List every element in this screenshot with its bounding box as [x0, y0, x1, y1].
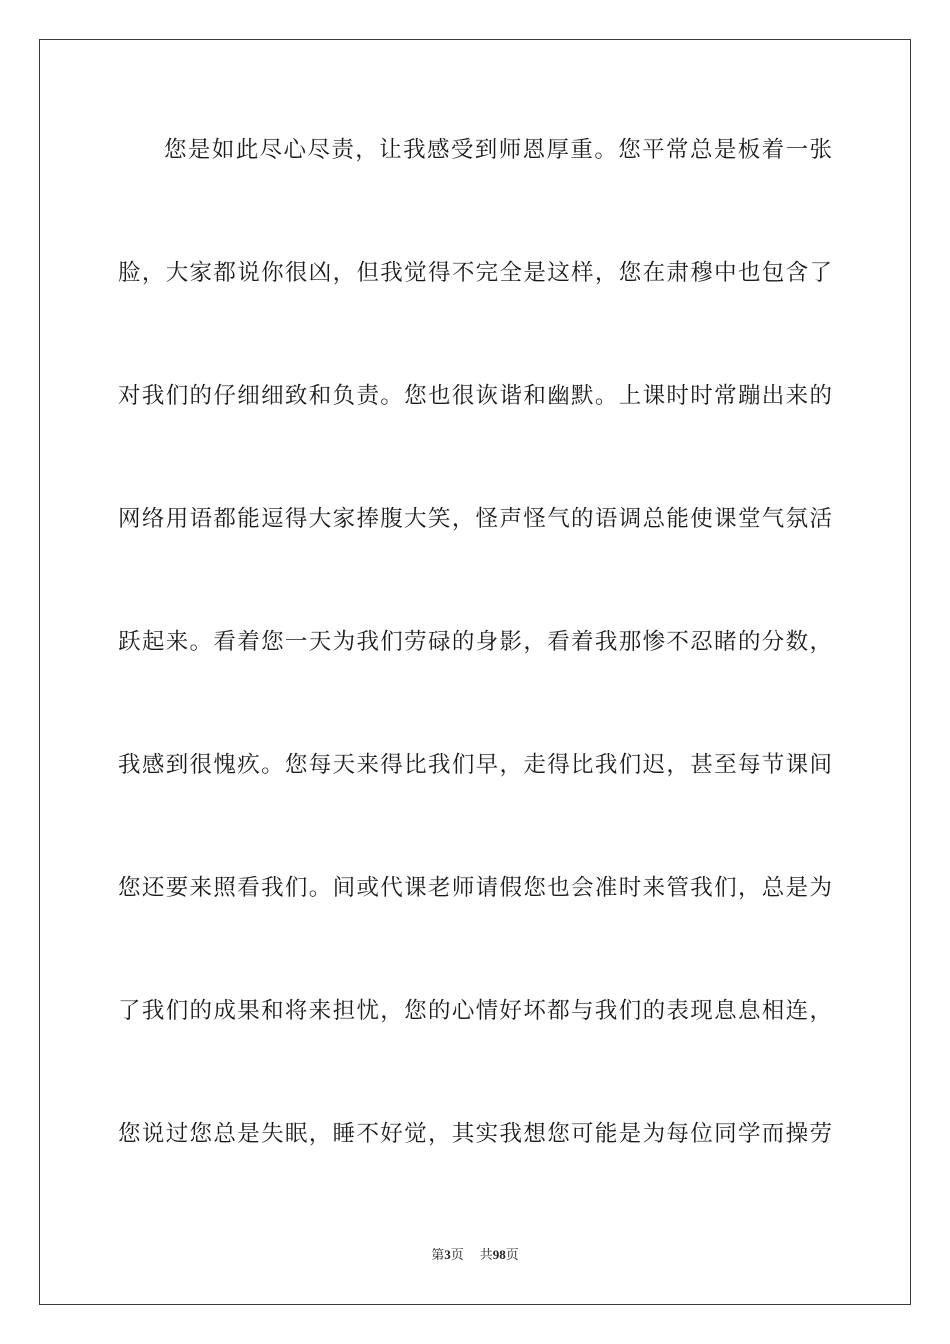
paragraph-line-1: 您是如此尽心尽责，让我感受到师恩厚重。您平常总是板着一张 — [164, 137, 832, 163]
total-suffix: 页 — [505, 1248, 519, 1263]
paragraph-line-3: 对我们的仔细细致和负责。您也很诙谐和幽默。上课时时常蹦出来的 — [118, 383, 832, 409]
paragraph-line-7: 您还要来照看我们。间或代课老师请假您也会准时来管我们，总是为 — [118, 875, 832, 901]
total-pages: 98 — [492, 1247, 506, 1262]
total-prefix: 共 — [479, 1248, 493, 1263]
paragraph-line-2: 脸，大家都说你很凶，但我觉得不完全是这样，您在肃穆中也包含了 — [118, 260, 832, 286]
paragraph-line-6: 我感到很愧疚。您每天来得比我们早，走得比我们迟，甚至每节课间 — [118, 752, 832, 778]
page-prefix: 第 — [431, 1248, 445, 1263]
page-footer — [0, 1246, 950, 1265]
page-number: 3 — [444, 1247, 451, 1262]
paragraph-line-4: 网络用语都能逗得大家捧腹大笑，怪声怪气的语调总能使课堂气氛活 — [118, 506, 832, 532]
paragraph-line-9: 您说过您总是失眠，睡不好觉，其实我想您可能是为每位同学而操劳 — [118, 1121, 832, 1147]
paragraph-line-5: 跃起来。看着您一天为我们劳碌的身影，看着我那惨不忍睹的分数， — [118, 629, 832, 655]
page-suffix: 页 — [450, 1248, 464, 1263]
page-border — [39, 39, 911, 1305]
paragraph-line-8: 了我们的成果和将来担忧，您的心情好坏都与我们的表现息息相连， — [118, 998, 832, 1024]
